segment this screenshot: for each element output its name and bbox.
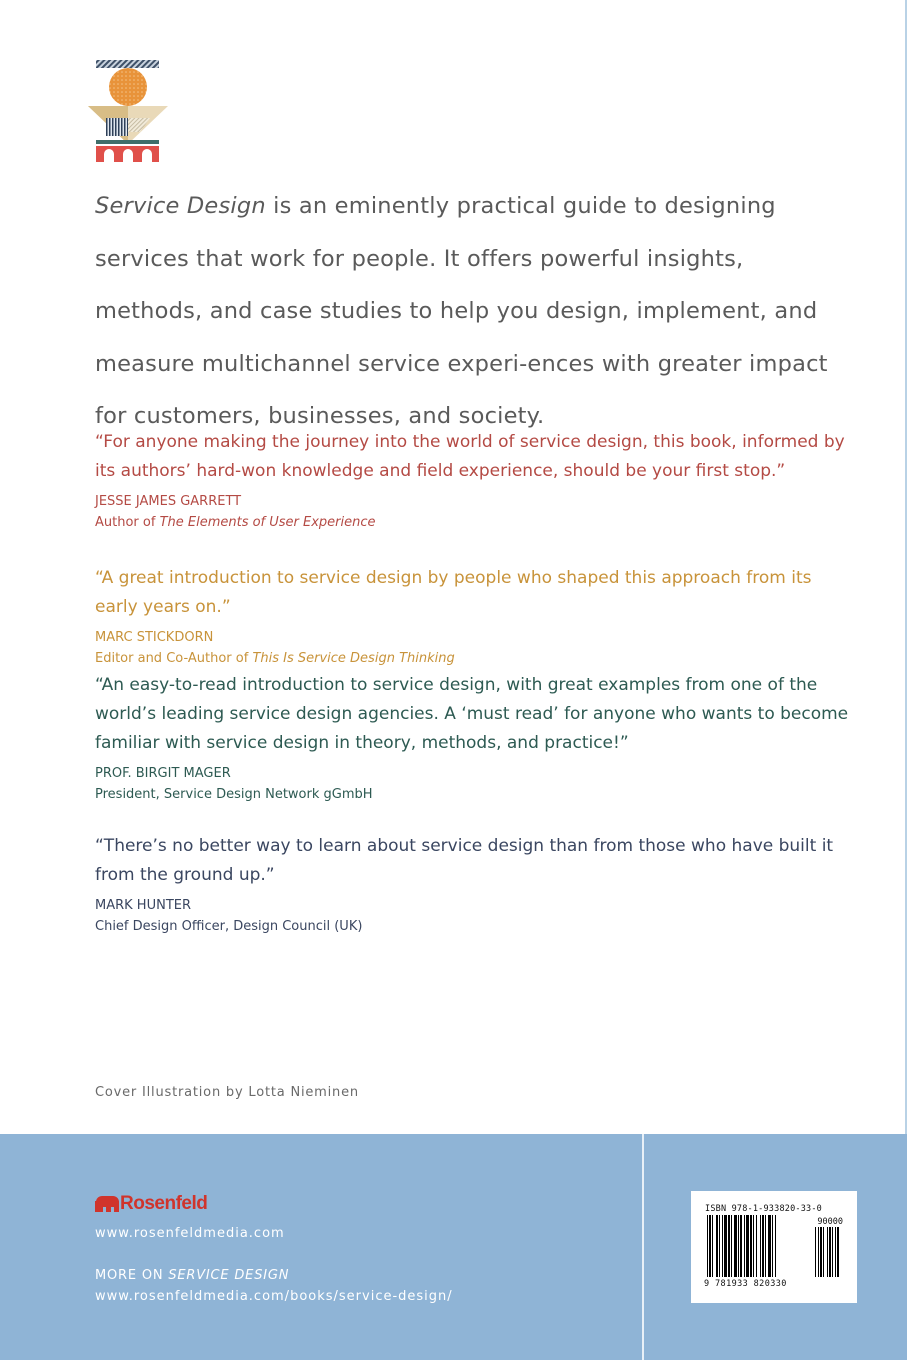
role-book-title: The Elements of User Experience xyxy=(159,515,376,530)
more-book-title: SERVICE DESIGN xyxy=(168,1268,290,1283)
endorsement-quote: “A great introduction to service design by people who shaped this approach from its early years on.” xyxy=(95,568,812,617)
endorser-role xyxy=(95,916,855,937)
endorsement xyxy=(95,428,855,533)
more-on-label xyxy=(95,1268,289,1283)
endorsement-quote: “An easy-to-read introduction to service design, with great examples from one of the world’s leading service design agencies. A ‘must read’ for anyone who wants to become familiar with service design in theory, methods, and practice!” xyxy=(95,675,849,753)
book-title: Service Design xyxy=(95,193,266,219)
barcode-icon xyxy=(707,1215,843,1281)
role-text: Chief Design Officer, Design Council (UK) xyxy=(95,919,363,934)
book-description xyxy=(95,180,855,443)
endorsement xyxy=(95,564,855,669)
endorsement-quote: “For anyone making the journey into the world of service design, this book, informed by its authors’ hard-won knowledge and field experience, should be your first stop.” xyxy=(95,432,845,481)
role-text: President, Service Design Network gGmbH xyxy=(95,787,373,802)
role-text: Editor and Co-Author of xyxy=(95,651,253,666)
isbn-barcode xyxy=(691,1191,857,1303)
publisher-logo xyxy=(95,1193,207,1215)
role-text: Author of xyxy=(95,515,160,530)
endorser-name: PROF. BIRGIT MAGER xyxy=(95,766,231,781)
ean-digits: 9 781933 820330 xyxy=(704,1279,787,1289)
endorser-name: MARK HUNTER xyxy=(95,898,192,913)
more-prefix: MORE ON xyxy=(95,1268,169,1283)
addon-digits: 90000 xyxy=(817,1217,843,1227)
endorsement xyxy=(95,832,855,937)
cover-emblem-icon xyxy=(88,58,168,164)
role-book-title: This Is Service Design Thinking xyxy=(252,651,455,666)
endorser-name: JESSE JAMES GARRETT xyxy=(95,494,242,509)
description-text: is an eminently practical guide to designing services that work for people. It offers powerful insights, methods, and case studies to help you design, implement, and measure multichannel service experi-ences with greater impact for customers, businesses, and society. xyxy=(95,193,828,429)
endorser-role xyxy=(95,648,855,669)
publisher-website: www.rosenfeldmedia.com xyxy=(95,1226,285,1241)
endorsement-quote: “There’s no better way to learn about service design than from those who have built it from the ground up.” xyxy=(95,836,834,885)
illustration-credit: Cover Illustration by Lotta Nieminen xyxy=(95,1085,359,1100)
endorser-name: MARC STICKDORN xyxy=(95,630,214,645)
publisher-name: Rosenfeld xyxy=(120,1193,208,1214)
isbn-text: ISBN 978-1-933820-33-0 xyxy=(705,1204,822,1214)
endorser-role xyxy=(95,784,855,805)
endorser-role xyxy=(95,512,855,533)
spine-fold-line xyxy=(642,1134,644,1360)
elephant-icon xyxy=(95,1195,119,1213)
book-url: www.rosenfeldmedia.com/books/service-design/ xyxy=(95,1289,453,1304)
endorsement xyxy=(95,671,855,805)
